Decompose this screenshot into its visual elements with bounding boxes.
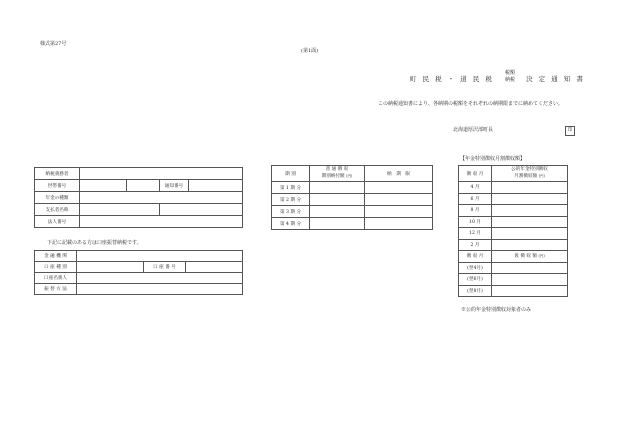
month-label: 2 月 (459, 239, 492, 251)
period-amount (310, 218, 365, 230)
amount-header (310, 166, 365, 182)
account-type-label: 口 座 種 別 (35, 262, 77, 273)
period-deadline (365, 182, 433, 194)
provisional-month-header: 徴 収 月 (459, 251, 492, 263)
pension-table (458, 165, 568, 297)
period-amount (310, 182, 365, 194)
table-row (272, 182, 433, 194)
table-row (459, 216, 568, 228)
table-row (35, 192, 243, 204)
title-stack (505, 70, 515, 84)
pension-type-label: 年金の種類 (35, 192, 80, 204)
period-label: 第 2 期 分 (272, 194, 310, 206)
title-stack-top: 税額 (505, 69, 516, 76)
monthly-amount-header-bottom: 月割徴収額 (514, 174, 538, 179)
month-label: 8 月 (459, 205, 492, 217)
page-label: (第1面) (301, 48, 319, 54)
table-row (35, 216, 243, 228)
table-row (459, 205, 568, 217)
month-label: 12 月 (459, 228, 492, 240)
period-deadline (365, 218, 433, 230)
month-label: 6 月 (459, 193, 492, 205)
issuer-name: 北海道厚沢部町長 (453, 127, 494, 133)
next-month-label: (翌8月) (459, 285, 492, 297)
month-amount (492, 228, 568, 240)
table-row (459, 166, 568, 182)
provisional-amount-header-label: 仮 徴 収 額 (514, 254, 538, 260)
table-row (35, 273, 243, 284)
period-deadline (365, 194, 433, 206)
account-type-value (77, 262, 144, 273)
next-month-amount (492, 274, 568, 286)
table-row (459, 251, 568, 263)
transfer-method-label: 振 替 方 法 (35, 284, 77, 295)
monthly-amount-header-unit: (円) (538, 174, 545, 178)
period-deadline (365, 206, 433, 218)
payer-name-value (80, 204, 160, 216)
household-number-label: 世帯番号 (35, 180, 80, 192)
household-number-value (80, 180, 127, 192)
notice-text: この納税通知書により、各納期の税額をそれぞれの納期限までに納めてください。 (378, 101, 564, 107)
monthly-amount-header (492, 166, 568, 182)
form-number: 様式第27号 (40, 41, 67, 47)
account-number-value (186, 262, 243, 273)
next-month-amount (492, 262, 568, 274)
corporate-number-value (80, 216, 243, 228)
table-row (459, 274, 568, 286)
month-amount (492, 193, 568, 205)
table-row (35, 180, 243, 192)
transfer-method-value (77, 284, 243, 295)
table-row (35, 251, 243, 262)
month-amount (492, 205, 568, 217)
table-row (35, 262, 243, 273)
month-header: 徴 収 月 (459, 166, 492, 182)
taxpayer-label: 納税義務者 (35, 168, 80, 180)
table-row (272, 218, 433, 230)
monthly-amount-header-top: 公的年金特別徴収 (511, 167, 548, 172)
table-row (459, 239, 568, 251)
seal-box: 印 (565, 126, 575, 136)
amount-header-top: 普 通 徴 収 (325, 167, 349, 172)
notice-number-label: 通知番号 (160, 180, 189, 192)
month-amount (492, 239, 568, 251)
pension-footnote: ※公的年金特別徴収対象者のみ (461, 307, 532, 313)
title-right: 決 定 通 知 書 (526, 75, 585, 83)
table-row (35, 284, 243, 295)
period-label: 第 1 期 分 (272, 182, 310, 194)
notice-number-value (189, 180, 243, 192)
taxpayer-value (80, 168, 243, 180)
month-amount (492, 182, 568, 194)
table-row (459, 285, 568, 297)
amount-header-bottom: 期別納付額 (321, 174, 345, 179)
table-row (272, 206, 433, 218)
period-label: 第 3 期 分 (272, 206, 310, 218)
account-holder-label: 口座名義人 (35, 273, 77, 284)
household-number-extra (127, 180, 160, 192)
document-title (410, 66, 585, 85)
table-row (272, 166, 433, 182)
account-holder-value (77, 273, 243, 284)
transfer-note: 下記に記載のある方は口座振替納税です。 (47, 240, 142, 246)
table-row (35, 168, 243, 180)
pension-caption: 【年金特別徴収月割徴収額】 (460, 156, 526, 162)
amount-header-unit: (円) (346, 174, 353, 178)
corporate-number-label: 法人番号 (35, 216, 80, 228)
account-number-label: 口 座 番 号 (144, 262, 186, 273)
table-row (459, 262, 568, 274)
next-month-label: (翌4月) (459, 262, 492, 274)
table-row (459, 193, 568, 205)
provisional-amount-header-unit: (円) (538, 254, 545, 259)
table-row (272, 194, 433, 206)
period-amount (310, 194, 365, 206)
period-table (271, 165, 433, 230)
title-left: 町 民 税 ・ 道 民 税 (410, 75, 494, 83)
provisional-amount-header (492, 251, 568, 263)
pension-type-value (80, 192, 243, 204)
payer-name-extra (160, 204, 243, 216)
period-label: 第 4 期 分 (272, 218, 310, 230)
bank-label: 金 融 機 関 (35, 251, 77, 262)
month-label: 10 月 (459, 216, 492, 228)
month-label: 4 月 (459, 182, 492, 194)
table-row (459, 228, 568, 240)
bank-table (34, 250, 243, 295)
period-header: 期 別 (272, 166, 310, 182)
next-month-amount (492, 285, 568, 297)
period-amount (310, 206, 365, 218)
deadline-header: 納 期 限 (365, 166, 433, 182)
table-row (459, 182, 568, 194)
title-stack-bottom: 納税 (505, 76, 516, 83)
month-amount (492, 216, 568, 228)
bank-value (77, 251, 243, 262)
taxpayer-table (34, 167, 243, 228)
payer-name-label: 支払者名称 (35, 204, 80, 216)
table-row (35, 204, 243, 216)
next-month-label: (翌6月) (459, 274, 492, 286)
